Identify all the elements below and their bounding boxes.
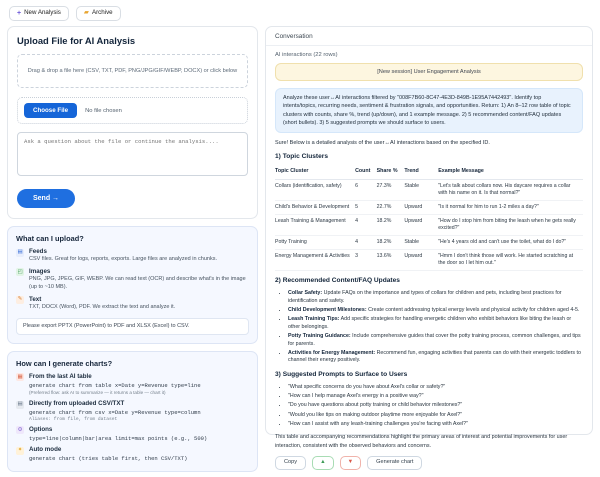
cell-share: 13.6% [377, 250, 405, 271]
list-item-hint: (Preferred flow: ask AI to summarize — it returns a table — chart it) [29, 389, 166, 395]
list-item-code: type=line|column|bar|area limit=max points (e.g., 500) [29, 434, 208, 442]
cell-trend: Stable [404, 236, 438, 250]
table-header-row [275, 166, 583, 179]
images-icon: ◰ [17, 268, 23, 275]
cell-count: 4 [355, 236, 377, 250]
cell-trend: Upward [404, 250, 438, 271]
file-dropzone[interactable]: Drag & drop a file here (CSV, TXT, PDF, PNG/JPG/GIF/WEBP, DOCX) or click below [17, 54, 248, 88]
archive-button[interactable] [76, 6, 121, 21]
list-item [288, 350, 583, 365]
file-chooser-row [17, 97, 248, 124]
cell-trend: Stable [404, 180, 438, 201]
right-column [265, 26, 593, 466]
rec-label: Potty Training Guidance: [288, 332, 351, 339]
rec-label: Collar Safety: [288, 290, 323, 297]
archive-label: Archive [91, 9, 113, 17]
conversation-header: Conversation [266, 27, 592, 46]
list-item-name: Auto mode [29, 446, 62, 454]
cell-trend: Upward [404, 201, 438, 215]
list-item [16, 426, 249, 442]
section-2-title: 2) Recommended Content/FAQ Updates [275, 277, 400, 285]
list-item [288, 333, 583, 348]
table-row [275, 250, 583, 271]
csv-file-icon: ▤ [17, 400, 23, 407]
thumbs-down-icon[interactable]: ▼ [340, 456, 362, 471]
thumbs-up-icon[interactable]: ▲ [312, 456, 334, 471]
rec-label: Child Development Milestones: [288, 306, 367, 313]
suggested-prompts-list [275, 384, 583, 428]
charts-help-panel [7, 351, 258, 472]
cell-topic: Energy Management & Activities [275, 250, 355, 271]
ai-message [275, 139, 583, 450]
copy-button[interactable]: Copy [275, 456, 306, 471]
table-row [275, 236, 583, 250]
selected-file-name: No file chosen [85, 107, 122, 114]
ask-input-wrap [17, 132, 248, 181]
auto-mode-icon: ✦ [17, 447, 23, 454]
list-item-name: Images [29, 267, 51, 275]
conversation-panel [265, 26, 593, 466]
section-1-title: 1) Topic Clusters [275, 153, 329, 161]
list-item-desc: TXT, DOCX (Word), PDF. We extract the text and analyze it. [29, 303, 176, 310]
session-badge: [New session] User Engagement Analysis [275, 63, 583, 81]
cell-topic: Leash Training & Management [275, 215, 355, 236]
col-topic-cluster: Topic Cluster [275, 166, 355, 179]
main-columns [0, 26, 600, 466]
list-item: • "Would you like tips on making outdoor playtime more enjoyable for Axel?" [288, 412, 583, 420]
table-row [275, 215, 583, 236]
cell-example: "Let's talk about collars now. His daycare requires a collar with his name on it. Is that normal?" [438, 180, 583, 201]
upload-help-panel [7, 226, 258, 344]
list-item [16, 248, 249, 264]
cell-example: "Is it normal for him to run 1-2 miles a day?" [438, 201, 583, 215]
list-item [16, 296, 249, 312]
top-toolbar [0, 0, 600, 26]
cell-topic: Collars (identification, safety) [275, 180, 355, 201]
left-column [7, 26, 258, 463]
new-analysis-label: New Analysis [24, 9, 61, 17]
cell-count: 5 [355, 201, 377, 215]
table-row [275, 201, 583, 215]
col-example-message: Example Message [438, 166, 583, 179]
list-item [288, 290, 583, 305]
ai-closing-text: This table and accompanying recommendations highlight the primary areas of interest and potential improvements for user interaction, consistent with the observed behaviors and concerns. [275, 434, 568, 449]
col-share: Share % [377, 166, 405, 179]
recommendations-list [275, 290, 583, 365]
feeds-icon: ▤ [17, 248, 23, 255]
list-item [16, 268, 249, 292]
list-item-desc: CSV files. Great for logs, reports, exports. Large files are analyzed in chunks. [29, 256, 218, 263]
folder-icon: ▰ [83, 9, 89, 17]
message-actions [266, 450, 592, 477]
list-item-name: From the last AI table [29, 372, 92, 380]
new-analysis-button[interactable] [9, 6, 69, 21]
list-item: • "How can I help manage Axel's energy in a positive way?" [288, 393, 583, 401]
rec-text: Add specific strategies for handling energetic children who exhibit behaviors like biting the leash or other belongings. [288, 316, 572, 330]
charts-help-title: How can I generate charts? [16, 358, 113, 368]
cell-example: "Hmm I don't think those will work. He started scratching at the door so I let him out." [438, 250, 583, 271]
list-item-name: Options [29, 425, 53, 433]
section-3-title: 3) Suggested Prompts to Surface to Users [275, 371, 408, 379]
cell-example: "He's 4 years old and can't use the toilet, what do I do?" [438, 236, 583, 250]
cell-trend: Upward [404, 215, 438, 236]
cell-topic: Potty Training [275, 236, 355, 250]
rec-label: Activities for Energy Management: [288, 349, 376, 356]
text-icon: ✎ [17, 296, 23, 303]
user-message: Analyze these user↔AI interactions filtered by "008F7B60-8C47-4E3D-849B-1E95A7442493". Identify top intents/topics, recurring needs, sentiment & frustration signals, and opportunities. Return: 1) An 8–12 row table of topic clusters with counts, share %, trend (up/down), and 1 example message. 2) 5 recommended content/FAQ updates (short bullets). 3) 5 suggested prompts we should surface to users. [275, 88, 583, 133]
cell-count: 3 [355, 250, 377, 271]
list-item [16, 446, 249, 462]
col-trend: Trend [404, 166, 438, 179]
ai-intro: Sure! Below is a detailed analysis of the user↔AI interactions based on the specified ID. [275, 140, 490, 146]
cell-count: 4 [355, 215, 377, 236]
list-item-code: generate chart from csv x=Date y=Revenue type=column [29, 408, 201, 416]
rec-label: Leash Training Tips: [288, 316, 340, 323]
generate-chart-button[interactable]: Generate chart [367, 456, 422, 471]
plus-icon: + [17, 10, 22, 17]
ask-input[interactable] [17, 132, 248, 176]
list-item-code: generate chart from table x=Date y=Revenue type=line [29, 381, 201, 389]
upload-help-list [16, 248, 249, 312]
list-item-name: Feeds [29, 248, 47, 255]
table-row [275, 180, 583, 201]
cell-topic: Child's Behavior & Development [275, 201, 355, 215]
send-button[interactable]: Send → [17, 189, 75, 208]
rec-text: Create content addressing typical energy levels and physical activity for children aged 4-5. [366, 306, 580, 313]
list-item: • "How can I assist with any leash-training challenges you're facing with Axel?" [288, 421, 583, 429]
options-icon: ⚙ [17, 426, 23, 433]
conversation-body[interactable] [266, 46, 592, 450]
list-item [288, 316, 583, 331]
list-item-code: generate chart (tries table first, then CSV/TXT) [29, 455, 188, 463]
choose-file-button[interactable]: Choose File [24, 103, 77, 118]
rec-text: Include comprehensive guides that cover the potty training process, common challenges, and tips for parents. [288, 332, 581, 347]
interactions-count: AI interactions (22 rows) [275, 52, 338, 58]
export-note: Please export PPTX (PowerPoint) to PDF and XLSX (Excel) to CSV. [16, 318, 249, 335]
rec-text: Update FAQs on the importance and types of collars for children and pets, including best practices for identification and safety. [288, 290, 562, 304]
cell-share: 27.3% [377, 180, 405, 201]
table-icon: ▦ [17, 373, 23, 380]
upload-panel [7, 26, 258, 219]
list-item [16, 373, 249, 396]
list-item-aliases: Aliases: from file, from dataset [29, 416, 118, 422]
upload-help-title: What can I upload? [16, 234, 84, 243]
rec-text: Recommend fun, engaging activities that parents can do with their energetic toddlers to channel their energy positively. [288, 349, 581, 364]
cell-share: 18.2% [377, 215, 405, 236]
cell-example: "How do I stop him from biting the leash when he gets really excited?" [438, 215, 583, 236]
cell-count: 6 [355, 180, 377, 201]
page-title: Upload File for AI Analysis [17, 35, 136, 46]
cell-share: 22.7% [377, 201, 405, 215]
list-item: • "What specific concerns do you have about Axel's collar or safety?" [288, 384, 583, 392]
cell-share: 18.2% [377, 236, 405, 250]
list-item-desc: PNG, JPG, JPEG, GIF, WEBP. We can read text (OCR) and describe what's in the image (up to ~10 MB). [29, 276, 246, 290]
charts-help-list [16, 373, 249, 463]
list-item [16, 400, 249, 422]
topic-clusters-table [275, 166, 583, 271]
list-item [288, 307, 583, 315]
col-count: Count [355, 166, 377, 179]
list-item-name: Text [29, 295, 42, 303]
list-item-name: Directly from uploaded CSV/TXT [29, 400, 125, 408]
list-item: • "Do you have questions about potty training or child behavior milestones?" [288, 402, 583, 410]
